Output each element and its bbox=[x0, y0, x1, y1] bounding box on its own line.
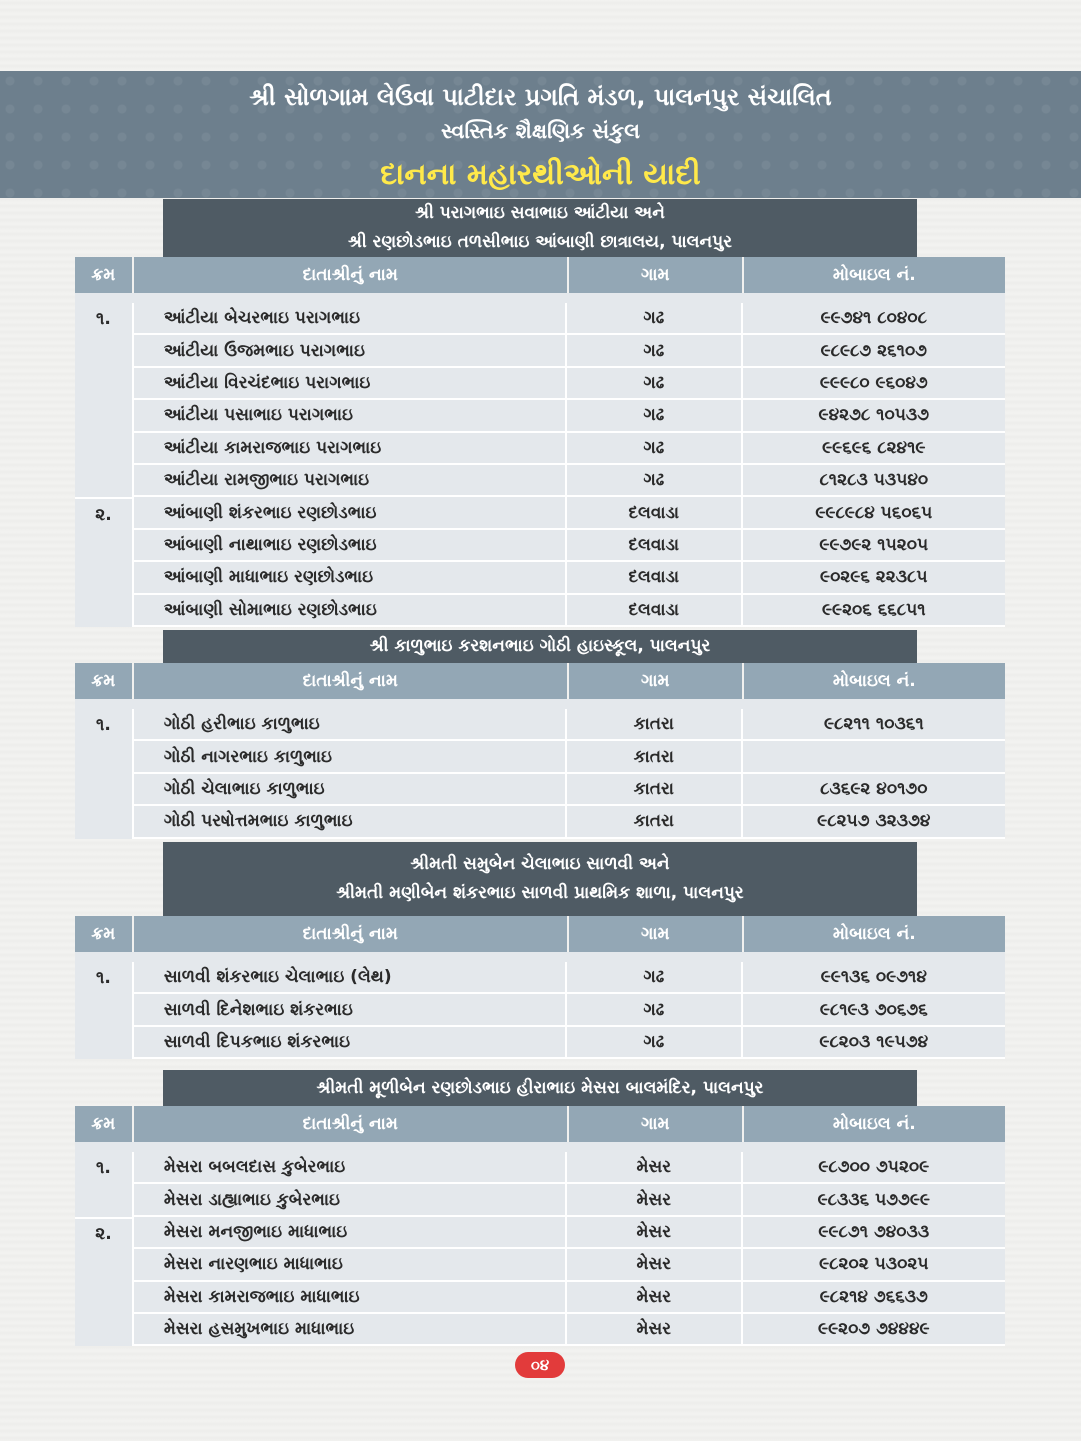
section-title-line: શ્રી રણછોડભાઇ તળસીભાઇ આંબાણી છાત્રાલય, પાલનપુર bbox=[347, 232, 733, 252]
column-header-name: દાતાશ્રીનું નામ bbox=[134, 257, 569, 293]
column-header-village: ગામ bbox=[569, 257, 744, 293]
donor-mobile: ૯૯૭૪૧ ૮૦૪૦૮ bbox=[743, 303, 1005, 335]
donor-name: આંબાણી સોમાભાઇ રણછોડભાઇ bbox=[132, 595, 567, 627]
section-title-line: શ્રી પરાગભાઇ સવાભાઇ આંટીયા અને bbox=[415, 203, 665, 223]
table-body bbox=[75, 1142, 1005, 1346]
table-row bbox=[75, 806, 1005, 838]
donor-village: કાતરા bbox=[567, 741, 743, 773]
row-serial bbox=[75, 1314, 132, 1346]
column-header-serial: ક્રમ bbox=[75, 916, 134, 952]
donor-village: ગઢ bbox=[567, 400, 743, 432]
column-header-serial: ક્રમ bbox=[75, 663, 134, 699]
column-header-serial: ક્રમ bbox=[75, 257, 134, 293]
page-header bbox=[0, 71, 1081, 198]
donor-mobile: ૯૯૭૯૨ ૧૫૨૦૫ bbox=[743, 530, 1005, 562]
donor-mobile: ૯૮૨૦૨ ૫૩૦૨૫ bbox=[743, 1249, 1005, 1281]
row-serial: ૧. bbox=[96, 1158, 111, 1179]
donor-name: આંટીયા પસાભાઇ પરાગભાઇ bbox=[132, 400, 567, 432]
donor-section bbox=[75, 630, 1005, 839]
donor-name: આંટીયા રામજીભાઇ પરાગભાઇ bbox=[132, 465, 567, 497]
donor-village: દલવાડા bbox=[567, 562, 743, 594]
donor-mobile: ૯૮૧૯૩ ૭૦૬૭૬ bbox=[743, 994, 1005, 1026]
donor-name: ગોઠી ચેલાભાઇ કાળુભાઇ bbox=[132, 774, 567, 806]
table-row bbox=[75, 497, 1005, 529]
row-serial bbox=[75, 1249, 132, 1281]
table-row bbox=[75, 400, 1005, 432]
donor-mobile: ૯૮૭૦૦ ૭૫૨૦૯ bbox=[743, 1152, 1005, 1184]
donor-name: આંટીયા બેચરભાઇ પરાગભાઇ bbox=[132, 303, 567, 335]
donor-name: મેસરા બબલદાસ કુબેરભાઇ bbox=[132, 1152, 567, 1184]
donor-mobile: ૯૯૮૭૧ ૭૪૦૩૩ bbox=[743, 1217, 1005, 1249]
table-header bbox=[75, 257, 1005, 293]
donor-mobile: ૯૯૨૦૭ ૭૪૪૪૯ bbox=[743, 1314, 1005, 1346]
donor-village: મેસર bbox=[567, 1184, 743, 1216]
table-row bbox=[75, 530, 1005, 562]
donor-name: આંબાણી શંકરભાઇ રણછોડભાઇ bbox=[132, 497, 567, 529]
column-header-mobile: મોબાઇલ નં. bbox=[832, 671, 916, 691]
row-serial bbox=[75, 433, 132, 465]
table-row bbox=[75, 335, 1005, 367]
donor-village: ગઢ bbox=[567, 465, 743, 497]
donor-village: દલવાડા bbox=[567, 530, 743, 562]
row-serial bbox=[75, 741, 132, 773]
donor-name: મેસરા ડાહ્યાભાઇ કુબેરભાઇ bbox=[132, 1184, 567, 1216]
section-title bbox=[163, 842, 917, 916]
column-header-village: ગામ bbox=[569, 916, 744, 952]
table-row bbox=[75, 1152, 1005, 1184]
section-title-line: શ્રીમતી મણીબેન શંકરભાઇ સાળવી પ્રાથમિક શાળા, પાલનપુર bbox=[336, 883, 744, 903]
column-header-name: દાતાશ્રીનું નામ bbox=[134, 1106, 569, 1142]
donor-village: મેસર bbox=[567, 1282, 743, 1314]
row-serial: ૧. bbox=[96, 309, 111, 330]
column-header-serial: ક્રમ bbox=[75, 1106, 134, 1142]
table-body bbox=[75, 699, 1005, 839]
row-serial: ૧. bbox=[96, 715, 111, 736]
row-serial: ૨. bbox=[75, 1217, 132, 1249]
donor-name: મેસરા કામરાજભાઇ માધાભાઇ bbox=[132, 1282, 567, 1314]
row-serial bbox=[75, 465, 132, 497]
donor-mobile: ૯૯૬૯૬ ૮૨૪૧૯ bbox=[743, 433, 1005, 465]
donor-village: કાતરા bbox=[567, 774, 743, 806]
table-row bbox=[75, 962, 1005, 994]
section-title bbox=[163, 1070, 917, 1106]
donor-section bbox=[75, 842, 1005, 1059]
donor-name: મેસરા હસમુખભાઇ માધાભાઇ bbox=[132, 1314, 567, 1346]
table-row bbox=[75, 1282, 1005, 1314]
donor-village: કાતરા bbox=[567, 806, 743, 838]
table-header bbox=[75, 1106, 1005, 1142]
donor-village: કાતરા bbox=[567, 709, 743, 741]
table-row bbox=[75, 368, 1005, 400]
donor-mobile: ૯૯૨૦૬ ૬૬૮૫૧ bbox=[743, 595, 1005, 627]
donor-name: આંટીયા ઉજમભાઇ પરાગભાઇ bbox=[132, 335, 567, 367]
donor-mobile: ૯૯૮૯૮૪ ૫૬૦૬૫ bbox=[743, 497, 1005, 529]
row-serial bbox=[75, 1184, 132, 1216]
row-serial bbox=[75, 994, 132, 1026]
donor-name: ગોઠી નાગરભાઇ કાળુભાઇ bbox=[132, 741, 567, 773]
table-body bbox=[75, 952, 1005, 1059]
table-row bbox=[75, 433, 1005, 465]
donor-mobile: ૯૮૯૮૭ ૨૬૧૦૭ bbox=[743, 335, 1005, 367]
page-number: ૦૪ bbox=[515, 1352, 565, 1378]
donor-name: સાળવી શંકરભાઇ ચેલાભાઇ (લેથ) bbox=[132, 962, 567, 994]
row-serial bbox=[75, 1027, 132, 1059]
row-serial bbox=[75, 806, 132, 838]
donor-village: ગઢ bbox=[567, 433, 743, 465]
row-serial bbox=[75, 562, 132, 594]
column-header-mobile: મોબાઇલ નં. bbox=[832, 1114, 916, 1134]
donor-mobile: ૯૯૧૩૬ ૦૯૭૧૪ bbox=[743, 962, 1005, 994]
donor-village: મેસર bbox=[567, 1217, 743, 1249]
campus-name: સ્વસ્તિક શૈક્ષણિક સંકુલ bbox=[440, 119, 641, 143]
donor-name: ગોઠી પરષોત્તમભાઇ કાળુભાઇ bbox=[132, 806, 567, 838]
donor-village: ગઢ bbox=[567, 303, 743, 335]
table-row bbox=[75, 303, 1005, 335]
donor-village: ગઢ bbox=[567, 962, 743, 994]
donor-name: સાળવી દિનેશભાઇ શંકરભાઇ bbox=[132, 994, 567, 1026]
row-serial bbox=[75, 335, 132, 367]
organization-title: શ્રી સોળગામ લેઉવા પાટીદાર પ્રગતિ મંડળ, પાલનપુર સંચાલિત bbox=[249, 83, 832, 111]
column-header-name: દાતાશ્રીનું નામ bbox=[134, 916, 569, 952]
donor-name: મેસરા મનજીભાઇ માધાભાઇ bbox=[132, 1217, 567, 1249]
donor-name: આંટીયા કામરાજભાઇ પરાગભાઇ bbox=[132, 433, 567, 465]
table-row bbox=[75, 1314, 1005, 1346]
row-serial bbox=[75, 774, 132, 806]
donor-section bbox=[75, 1070, 1005, 1346]
donor-mobile: ૯૮૨૧૧ ૧૦૩૬૧ bbox=[743, 709, 1005, 741]
donor-village: મેસર bbox=[567, 1249, 743, 1281]
donor-mobile: ૯૪૨૭૮ ૧૦૫૩૭ bbox=[743, 400, 1005, 432]
donor-village: ગઢ bbox=[567, 1027, 743, 1059]
donor-name: આંબાણી નાથાભાઇ રણછોડભાઇ bbox=[132, 530, 567, 562]
donor-name: સાળવી દિપકભાઇ શંકરભાઇ bbox=[132, 1027, 567, 1059]
table-row bbox=[75, 1027, 1005, 1059]
donor-name: ગોઠી હરીભાઇ કાળુભાઇ bbox=[132, 709, 567, 741]
section-title-line: શ્રી કાળુભાઇ કરશનભાઇ ગોઠી હાઇસ્કૂલ, પાલનપુર bbox=[369, 636, 711, 656]
donor-mobile: ૮૩૬૯૨ ૪૦૧૭૦ bbox=[743, 774, 1005, 806]
column-header-mobile: મોબાઇલ નં. bbox=[832, 265, 916, 285]
donor-mobile: ૯૮૨૫૭ ૩૨૩૭૪ bbox=[743, 806, 1005, 838]
donor-village: દલવાડા bbox=[567, 595, 743, 627]
donor-village: ગઢ bbox=[567, 994, 743, 1026]
donor-mobile bbox=[743, 741, 1005, 773]
donor-village: દલવાડા bbox=[567, 497, 743, 529]
donor-mobile: ૯૮૩૩૬ ૫૭૭૯૯ bbox=[743, 1184, 1005, 1216]
donor-name: મેસરા નારણભાઇ માધાભાઇ bbox=[132, 1249, 567, 1281]
section-title-line: શ્રીમતી સમુબેન ચેલાભાઇ સાળવી અને bbox=[410, 854, 670, 874]
column-header-village: ગામ bbox=[569, 1106, 744, 1142]
donor-name: આંબાણી માધાભાઇ રણછોડભાઇ bbox=[132, 562, 567, 594]
table-row bbox=[75, 741, 1005, 773]
donor-mobile: ૯૮૨૦૩ ૧૯૫૭૪ bbox=[743, 1027, 1005, 1059]
donor-village: ગઢ bbox=[567, 368, 743, 400]
row-serial: ૧. bbox=[96, 968, 111, 989]
row-serial bbox=[75, 368, 132, 400]
donor-village: મેસર bbox=[567, 1314, 743, 1346]
column-header-mobile: મોબાઇલ નં. bbox=[832, 924, 916, 944]
table-header bbox=[75, 916, 1005, 952]
donor-mobile: ૮૧૨૮૩ ૫૩૫૪૦ bbox=[743, 465, 1005, 497]
column-header-village: ગામ bbox=[569, 663, 744, 699]
table-row bbox=[75, 1184, 1005, 1216]
donor-section bbox=[75, 199, 1005, 627]
donor-village: મેસર bbox=[567, 1152, 743, 1184]
table-row bbox=[75, 595, 1005, 627]
table-row bbox=[75, 774, 1005, 806]
donor-list-title: દાનના મહારથીઓની યાદી bbox=[380, 157, 701, 192]
row-serial bbox=[75, 595, 132, 627]
donor-mobile: ૯૮૨૧૪ ૭૬૬૩૭ bbox=[743, 1282, 1005, 1314]
donor-mobile: ૯૯૯૮૦ ૯૬૦૪૭ bbox=[743, 368, 1005, 400]
column-header-name: દાતાશ્રીનું નામ bbox=[134, 663, 569, 699]
table-row bbox=[75, 465, 1005, 497]
section-title bbox=[163, 199, 917, 257]
row-serial: ૨. bbox=[75, 497, 132, 529]
table-row bbox=[75, 994, 1005, 1026]
section-title bbox=[163, 630, 917, 663]
table-row bbox=[75, 1217, 1005, 1249]
donor-village: ગઢ bbox=[567, 335, 743, 367]
table-row bbox=[75, 562, 1005, 594]
donor-mobile: ૯૦૨૯૬ ૨૨૩૮૫ bbox=[743, 562, 1005, 594]
table-header bbox=[75, 663, 1005, 699]
row-serial bbox=[75, 400, 132, 432]
donor-name: આંટીયા વિરચંદભાઇ પરાગભાઇ bbox=[132, 368, 567, 400]
row-serial bbox=[75, 530, 132, 562]
table-body bbox=[75, 293, 1005, 627]
table-row bbox=[75, 709, 1005, 741]
row-serial bbox=[75, 1282, 132, 1314]
section-title-line: શ્રીમતી મૂળીબેન રણછોડભાઇ હીરાભાઇ મેસરા બાલમંદિર, પાલનપુર bbox=[316, 1077, 764, 1098]
table-row bbox=[75, 1249, 1005, 1281]
